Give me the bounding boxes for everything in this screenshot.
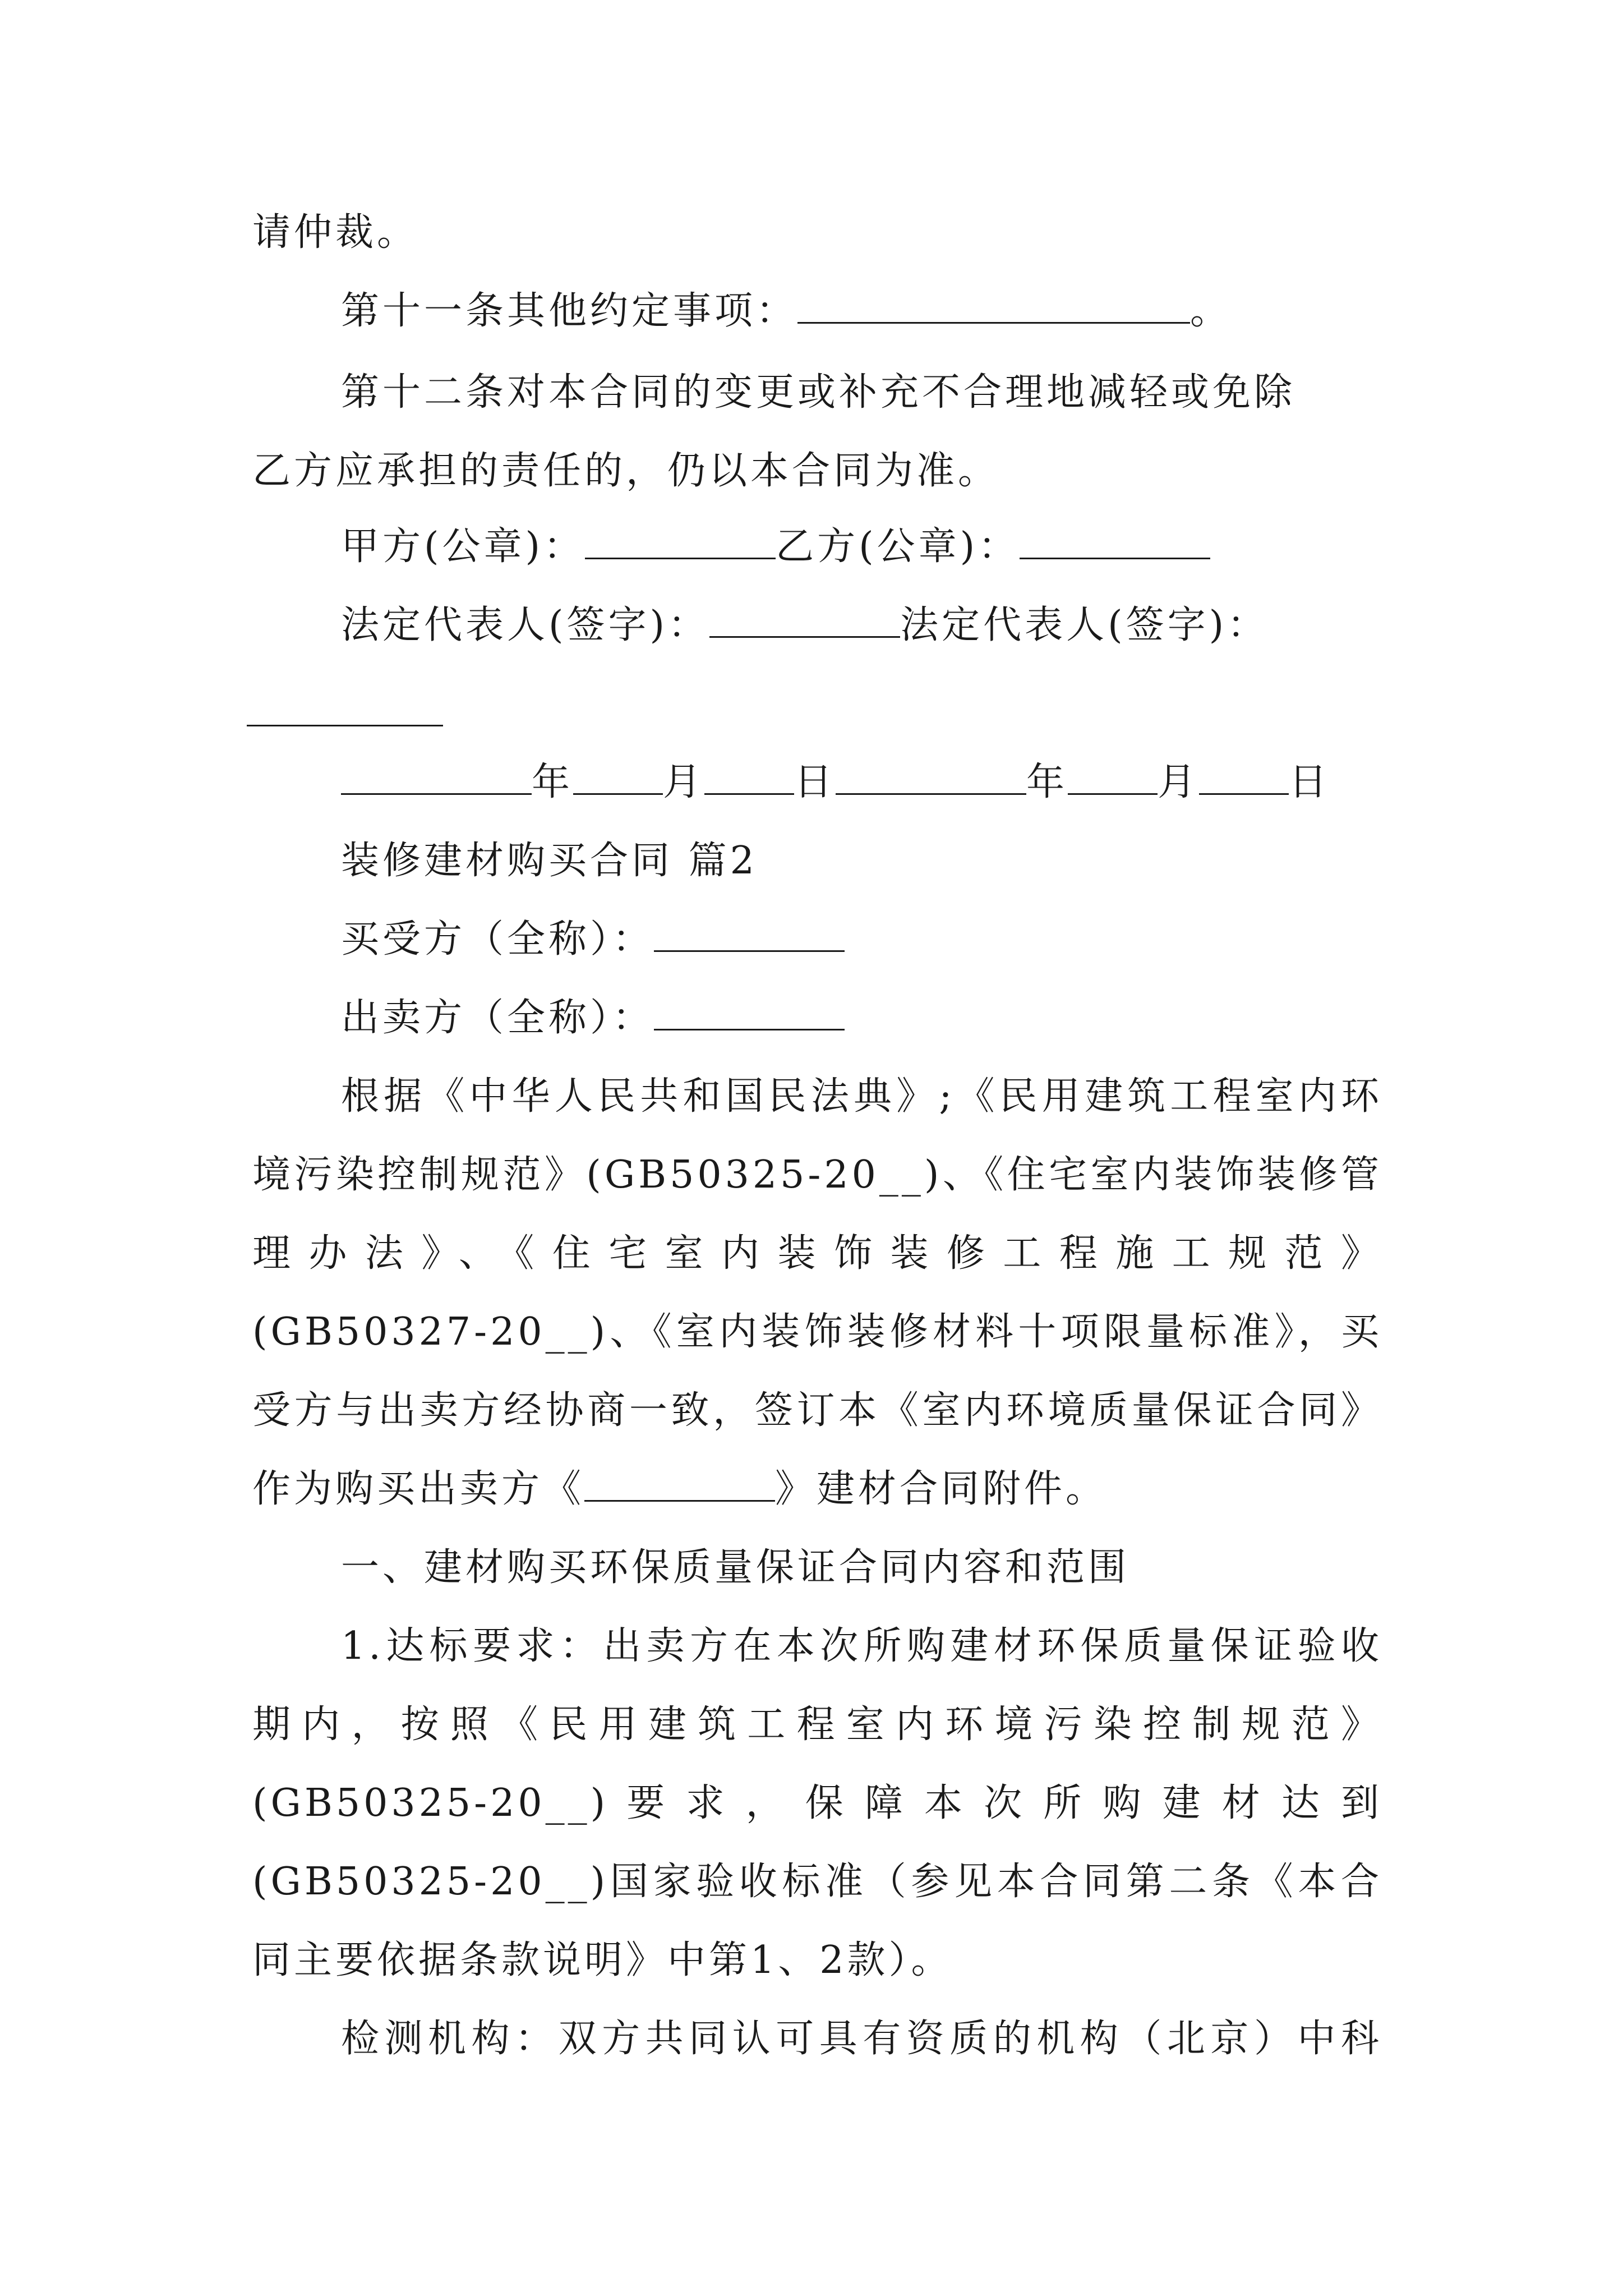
day-label: 日 bbox=[1289, 760, 1331, 804]
party-b-seal-label: 乙方(公章)： bbox=[776, 524, 1020, 569]
buyer-line bbox=[341, 914, 845, 965]
text-run: 第十二条对本合同的变更或补充不合理地减轻或免除 bbox=[341, 370, 1296, 415]
clause-11-line bbox=[341, 286, 1232, 337]
period: 。 bbox=[1190, 289, 1232, 333]
blank-field bbox=[341, 758, 532, 795]
text-run: 同主要依据条款说明》中第1、2款）。 bbox=[252, 1938, 953, 1982]
text-run: (GB50327-20__)、《室内装饰装修材料十项限量标准》，买 bbox=[252, 1310, 1382, 1354]
paragraph-line bbox=[252, 1935, 953, 1986]
blank-field bbox=[836, 758, 1026, 795]
paragraph-line bbox=[252, 1700, 1382, 1750]
paragraph-line bbox=[252, 208, 418, 258]
paragraph-line bbox=[252, 1386, 1382, 1436]
month-label: 月 bbox=[1158, 760, 1200, 804]
text-run: (GB50325-20__)国家验收标准（参见本合同第二条《本合 bbox=[252, 1860, 1382, 1904]
paragraph-line bbox=[341, 1621, 1382, 1672]
text-run: 乙方应承担的责任的，仍以本合同为准。 bbox=[252, 449, 1000, 493]
text-run: 请仲裁。 bbox=[252, 210, 419, 255]
paragraph-line bbox=[252, 1150, 1382, 1200]
blank-field bbox=[654, 915, 845, 952]
blank-field bbox=[797, 287, 1190, 324]
year-label: 年 bbox=[1026, 760, 1068, 804]
blank-field bbox=[585, 523, 776, 559]
blank-field bbox=[584, 1465, 775, 1502]
text-run: 作为购买出卖方《 bbox=[252, 1467, 585, 1511]
blank-field bbox=[573, 758, 663, 795]
signature-line bbox=[341, 600, 1269, 651]
paragraph-line bbox=[252, 446, 999, 496]
date-line bbox=[341, 757, 1330, 808]
text-run: 》建材合同附件。 bbox=[775, 1467, 1108, 1511]
buyer-label: 买受方（全称）： bbox=[341, 917, 654, 961]
blank-field bbox=[1020, 523, 1210, 559]
paragraph-line bbox=[252, 1228, 1382, 1279]
party-a-representative-label: 法定代表人(签字)： bbox=[341, 603, 710, 647]
seller-label: 出卖方（全称）： bbox=[341, 996, 654, 1040]
text-run: 期内，按照《民用建筑工程室内环境污染控制规范》 bbox=[252, 1703, 1382, 1747]
blank-field bbox=[704, 758, 794, 795]
text-run: 1.达标要求：出卖方在本次所购建材环保质量保证验收 bbox=[341, 1624, 1382, 1668]
blank-field bbox=[709, 601, 900, 638]
text-run: 根据《中华人民共和国民法典》;《民用建筑工程室内环 bbox=[341, 1074, 1382, 1119]
section-heading bbox=[341, 836, 758, 886]
text-run: 境污染控制规范》(GB50325-20__)、《住宅室内装饰装修管 bbox=[252, 1153, 1382, 1197]
party-b-representative-label: 法定代表人(签字)： bbox=[900, 603, 1269, 647]
clause-11-label: 第十一条其他约定事项： bbox=[341, 289, 798, 333]
blank-field bbox=[1199, 758, 1289, 795]
blank-field bbox=[654, 994, 845, 1030]
paragraph-line bbox=[252, 1464, 1107, 1515]
heading-text: 一、建材购买环保质量保证合同内容和范围 bbox=[341, 1545, 1130, 1590]
paragraph-line bbox=[341, 1071, 1382, 1122]
paragraph-line bbox=[252, 1778, 1382, 1829]
seller-line bbox=[341, 993, 845, 1043]
text-run: (GB50325-20__)要求，保障本次所购建材达到 bbox=[252, 1781, 1382, 1825]
text-run: 检测机构：双方共同认可具有资质的机构（北京）中科 bbox=[341, 2017, 1382, 2061]
clause-12-line bbox=[341, 367, 1295, 418]
section-heading bbox=[341, 1543, 1129, 1593]
heading-text: 装修建材购买合同 篇2 bbox=[341, 839, 758, 883]
text-run: 理办法》、《住宅室内装饰装修工程施工规范》 bbox=[252, 1231, 1382, 1276]
year-label: 年 bbox=[532, 760, 574, 804]
seal-line bbox=[341, 522, 1210, 572]
party-a-seal-label: 甲方(公章)： bbox=[341, 524, 585, 569]
paragraph-line bbox=[252, 1307, 1382, 1358]
text-run: 受方与出卖方经协商一致，签订本《室内环境质量保证合同》 bbox=[252, 1388, 1382, 1433]
blank-field bbox=[247, 725, 443, 726]
blank-field bbox=[1068, 758, 1158, 795]
paragraph-line bbox=[252, 1857, 1382, 1907]
day-label: 日 bbox=[794, 760, 836, 804]
month-label: 月 bbox=[663, 760, 705, 804]
paragraph-line bbox=[341, 2014, 1382, 2064]
